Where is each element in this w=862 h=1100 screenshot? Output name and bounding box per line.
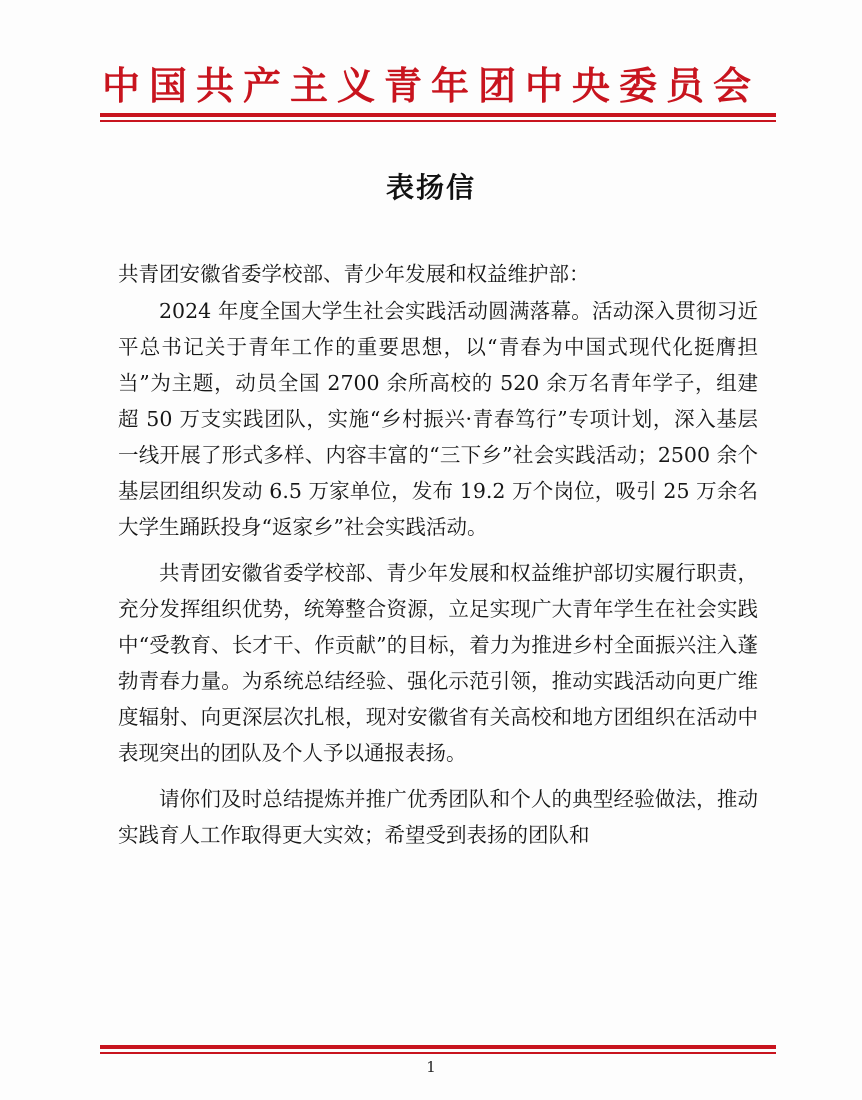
footer-rule-thin <box>100 1052 776 1054</box>
header-double-rule <box>100 113 776 122</box>
header-rule-thin <box>100 120 776 122</box>
document-body <box>118 256 758 863</box>
salutation: 共青团安徽省委学校部、青少年发展和权益维护部： <box>118 262 590 286</box>
paragraph-2: 共青团安徽省委学校部、青少年发展和权益维护部切实履行职责，充分发挥组织优势，统筹整合资源，立足实现广大青年学生在社会实践中“受教育、长才干、作贡献”的目标，着力为推进乡村全面振兴注入蓬勃青春力量。为系统总结经验、强化示范引领，推动实践活动向更广维度辐射、向更深层次扎根，现对安徽省有关高校和地方团组织在活动中表现突出的团队及个人予以通报表扬。 <box>118 561 758 765</box>
document-title: 表扬信 <box>385 171 476 204</box>
paragraph-3: 请你们及时总结提炼并推广优秀团队和个人的典型经验做法，推动实践育人工作取得更大实效；希望受到表扬的团队和 <box>118 787 758 847</box>
page-number: 1 <box>426 1058 436 1076</box>
paragraph-1: 2024 年度全国大学生社会实践活动圆满落幕。活动深入贯彻习近平总书记关于青年工作的重要思想，以“青春为中国式现代化挺膺担当”为主题，动员全国 2700 余所高校的 520 余万名青年学子，组建超 50 万支实践团队，实施“乡村振兴·青春笃行”专项计划，深入基层一线开展了形式多样、内容丰富的“三下乡”社会实践活动；2500 余个基层团组织发动 6.5 万家单位，发布 19.2 万个岗位，吸引 25 万余名大学生踊跃投身“返家乡”社会实践活动。 <box>118 299 758 539</box>
footer-double-rule <box>100 1045 776 1054</box>
issuing-organization-header: 中国共产主义青年团中央委员会 <box>101 63 760 108</box>
